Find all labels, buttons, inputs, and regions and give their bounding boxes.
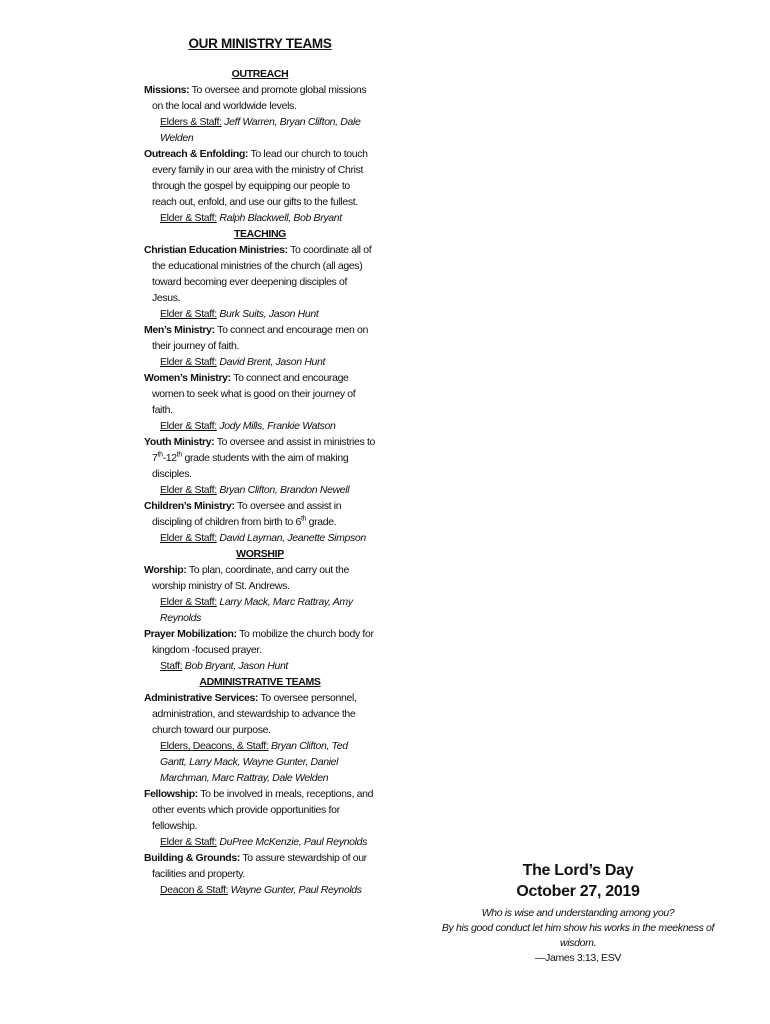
team-purpose: grade. xyxy=(306,516,337,528)
staff-line xyxy=(144,594,376,626)
team-purpose: To lead our church to touch every family in our area with the ministry of Christ through the gospel by equipping our people to reach out, enfold, and use our gifts to the fullest. xyxy=(152,148,368,208)
cover-heading: The Lord’s Day xyxy=(522,862,634,879)
staff-label: Elder & Staff: xyxy=(160,532,217,544)
team-womens-ministry xyxy=(144,370,376,434)
team-name: Youth Ministry: xyxy=(144,436,215,448)
team-name: Women’s Ministry: xyxy=(144,372,231,384)
staff-label: Elder & Staff: xyxy=(160,308,217,320)
staff-names: Bryan Clifton, Ted Gantt, Larry Mack, Wayne Gunter, Daniel Marchman, Marc Rattray, Dale Welden xyxy=(160,740,348,784)
team-purpose: To connect and encourage men on their journey of faith. xyxy=(152,324,369,352)
team-purpose: To coordinate all of the educational ministries of the church (all ages) toward becoming ever deepening disciples of Jesus. xyxy=(152,244,372,304)
team-name: Building & Grounds: xyxy=(144,852,241,864)
staff-line xyxy=(144,418,376,434)
team-description xyxy=(144,370,376,418)
team-description xyxy=(144,498,376,530)
staff-line xyxy=(144,658,376,674)
team-worship xyxy=(144,562,376,626)
team-purpose: -12 xyxy=(162,452,177,464)
staff-line xyxy=(144,738,376,786)
cover-block xyxy=(440,860,716,966)
team-fellowship xyxy=(144,786,376,850)
team-purpose: To connect and encourage women to seek what is good on their journey of faith. xyxy=(152,372,356,416)
staff-names: DuPree McKenzie, Paul Reynolds xyxy=(216,836,368,848)
staff-label: Deacon & Staff: xyxy=(160,884,229,896)
team-prayer-mobilization xyxy=(144,626,376,674)
staff-line xyxy=(144,114,376,146)
team-description xyxy=(144,146,376,210)
team-name: Missions: xyxy=(144,84,190,96)
team-purpose: To be involved in meals, receptions, and other events which provide opportunities for fellowship. xyxy=(152,788,374,832)
team-purpose: To plan, coordinate, and carry out the worship ministry of St. Andrews. xyxy=(152,564,349,592)
staff-label: Elder & Staff: xyxy=(160,356,217,368)
team-outreach-enfolding xyxy=(144,146,376,226)
staff-names: Jody Mills, Frankie Watson xyxy=(216,420,336,432)
staff-label: Elder & Staff: xyxy=(160,212,217,224)
verse-line: Who is wise and understanding among you? xyxy=(481,907,675,919)
ordinal-suffix: th xyxy=(157,451,163,459)
section-heading-teaching: TEACHING xyxy=(233,228,287,240)
section-heading-outreach: OUTREACH xyxy=(231,68,289,80)
team-description xyxy=(144,626,376,658)
team-administrative-services xyxy=(144,690,376,786)
staff-line xyxy=(144,210,376,226)
team-description xyxy=(144,850,376,882)
team-mens-ministry xyxy=(144,322,376,370)
verse-citation: —James 3:13, ESV xyxy=(534,952,622,964)
team-christian-education xyxy=(144,242,376,322)
staff-line xyxy=(144,354,376,370)
staff-line xyxy=(144,306,376,322)
staff-names: David Brent, Jason Hunt xyxy=(216,356,326,368)
section-heading-administrative: ADMINISTRATIVE TEAMS xyxy=(199,676,321,688)
team-name: Prayer Mobilization: xyxy=(144,628,237,640)
staff-line xyxy=(144,530,376,546)
team-name: Fellowship: xyxy=(144,788,198,800)
staff-line xyxy=(144,482,376,498)
staff-label: Elder & Staff: xyxy=(160,484,217,496)
ministry-teams-column xyxy=(144,36,376,898)
staff-names: Larry Mack, Marc Rattray, Amy Reynolds xyxy=(160,596,353,624)
team-purpose: To oversee and assist in ministries to 7 xyxy=(152,436,376,464)
team-name: Administrative Services: xyxy=(144,692,259,704)
team-purpose: grade students with the aim of making disciples. xyxy=(152,452,349,480)
team-purpose: To mobilize the church body for kingdom -focused prayer. xyxy=(152,628,374,656)
team-purpose: To oversee and promote global missions on the local and worldwide levels. xyxy=(152,84,367,112)
team-name: Worship: xyxy=(144,564,187,576)
staff-names: Bob Bryant, Jason Hunt xyxy=(182,660,288,672)
section-heading-worship: WORSHIP xyxy=(236,548,284,560)
verse-line: By his good conduct let him show his works in the meekness of wisdom. xyxy=(441,922,715,949)
team-description xyxy=(144,786,376,834)
service-date: October 27, 2019 xyxy=(516,883,640,900)
team-description xyxy=(144,690,376,738)
team-childrens-ministry xyxy=(144,498,376,546)
staff-label: Staff: xyxy=(160,660,183,672)
ordinal-suffix: th xyxy=(176,451,182,459)
staff-label: Elders, Deacons, & Staff: xyxy=(160,740,269,752)
team-name: Children’s Ministry: xyxy=(144,500,235,512)
ordinal-suffix: th xyxy=(300,515,307,523)
team-description xyxy=(144,82,376,114)
staff-label: Elders & Staff: xyxy=(160,116,222,128)
staff-names: Burk Suits, Jason Hunt xyxy=(216,308,319,320)
staff-line xyxy=(144,834,376,850)
staff-names: Wayne Gunter, Paul Reynolds xyxy=(228,884,362,896)
team-purpose: To oversee and assist in discipling of children from birth to 6 xyxy=(152,500,342,528)
team-description xyxy=(144,434,376,482)
team-description xyxy=(144,562,376,594)
staff-names: David Layman, Jeanette Simpson xyxy=(216,532,366,544)
team-missions xyxy=(144,82,376,146)
staff-names: Bryan Clifton, Brandon Newell xyxy=(216,484,350,496)
team-purpose: To assure stewardship of our facilities and property. xyxy=(152,852,367,880)
team-description xyxy=(144,322,376,354)
staff-label: Elder & Staff: xyxy=(160,836,217,848)
team-name: Christian Education Ministries: xyxy=(144,244,288,256)
team-building-grounds xyxy=(144,850,376,898)
staff-names: Ralph Blackwell, Bob Bryant xyxy=(216,212,342,224)
team-youth-ministry xyxy=(144,434,376,498)
staff-label: Elder & Staff: xyxy=(160,420,217,432)
team-name: Men’s Ministry: xyxy=(144,324,215,336)
staff-names: Jeff Warren, Bryan Clifton, Dale Welden xyxy=(160,116,361,144)
staff-line xyxy=(144,882,376,898)
page-title: OUR MINISTRY TEAMS xyxy=(188,36,332,51)
staff-label: Elder & Staff: xyxy=(160,596,217,608)
team-description xyxy=(144,242,376,306)
team-name: Outreach & Enfolding: xyxy=(144,148,249,160)
team-purpose: To oversee personnel, administration, and stewardship to advance the church toward our purpose. xyxy=(152,692,357,736)
